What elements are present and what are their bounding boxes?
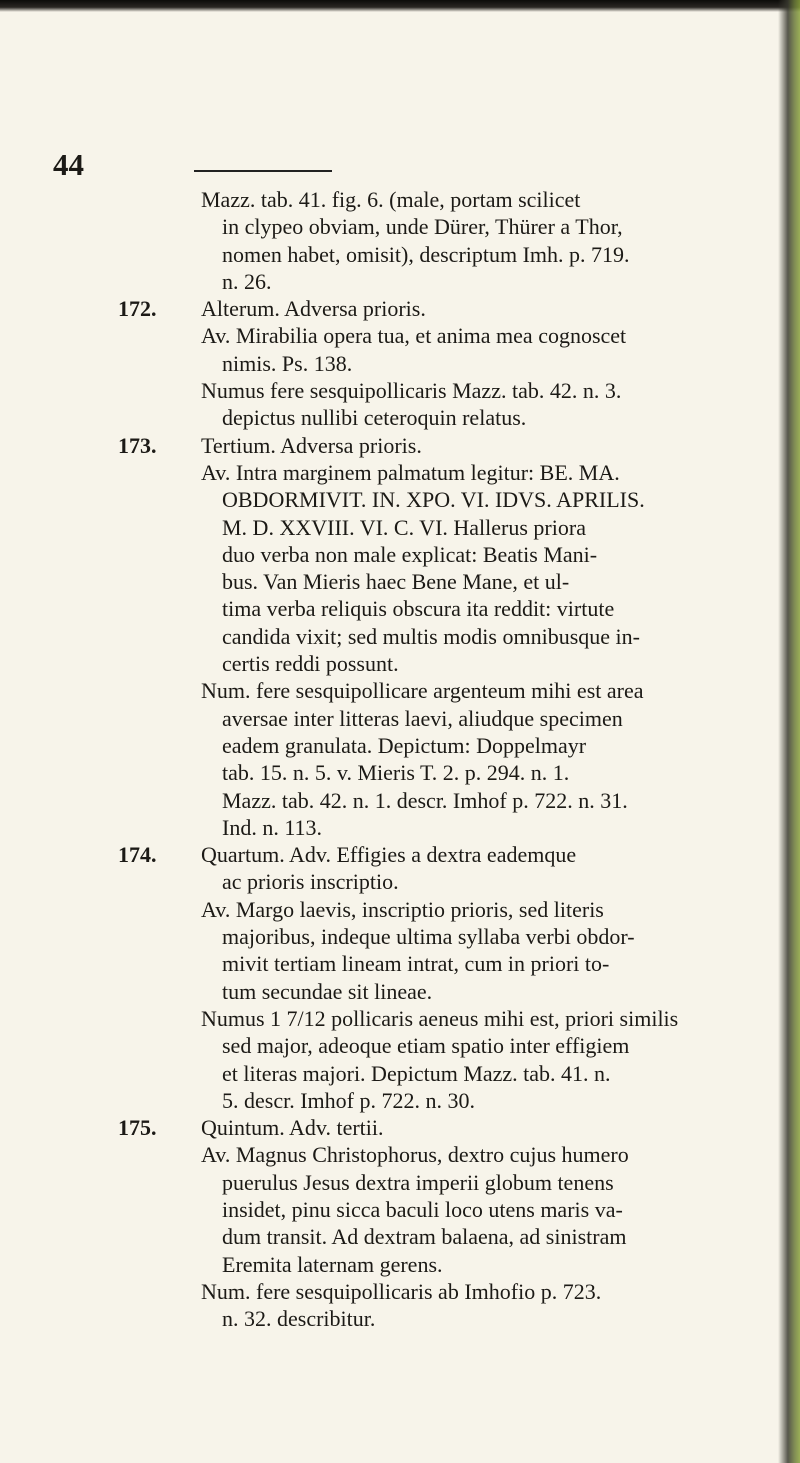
text-line: tab. 15. n. 5. v. Mieris T. 2. p. 294. n. 1. [222, 760, 570, 786]
text-line: tima verba reliquis obscura ita reddit: virtute [222, 596, 615, 622]
entry-number: 174. [118, 842, 157, 868]
text-line: nomen habet, omisit), descriptum Imh. p. 719. [222, 241, 630, 267]
entry-heading: Quartum. Adv. Effigies a dextra eademque [201, 842, 577, 868]
entry-heading-line [54, 841, 766, 868]
text-line: in clypeo obviam, unde Dürer, Thürer a Thor, [222, 214, 623, 240]
text-line: Av. Intra marginem palmatum legitur: BE. MA. [201, 459, 620, 485]
entry-heading-line [54, 1114, 766, 1141]
text-line: tum secundae sit lineae. [222, 978, 433, 1004]
text-line: puerulus Jesus dextra imperii globum tenens [222, 1169, 614, 1195]
text-line: duo verba non male explicat: Beatis Mani- [222, 541, 598, 567]
text-line: Mazz. tab. 41. fig. 6. (male, portam scilicet [201, 187, 581, 212]
text-line: 5. descr. Imhof p. 722. n. 30. [222, 1087, 475, 1113]
text-line: nimis. Ps. 138. [222, 350, 353, 376]
text-line: ac prioris inscriptio. [222, 869, 399, 895]
text-line: bus. Van Mieris haec Bene Mane, et ul- [222, 569, 570, 595]
entry-number: 172. [118, 296, 157, 322]
text-line: certis reddi possunt. [222, 651, 399, 677]
text-line: et literas majori. Depictum Mazz. tab. 41. n. [222, 1060, 611, 1086]
text-line: M. D. XXVIII. VI. C. VI. Hallerus priora [222, 514, 586, 540]
text-line: Num. fere sesquipollicaris ab Imhofio p. 723. [201, 1278, 602, 1304]
text-line: Ind. n. 113. [222, 814, 323, 840]
text-line: Av. Mirabilia opera tua, et anima mea cognoscet [201, 323, 627, 349]
header-rule [194, 170, 332, 172]
text-line: OBDORMIVIT. IN. XPO. VI. IDVS. APRILIS. [222, 487, 645, 513]
entry-heading-line [54, 295, 766, 322]
entry-heading: Tertium. Adversa prioris. [201, 432, 422, 458]
text-line: dum transit. Ad dextram balaena, ad sinistram [222, 1224, 627, 1250]
text-line: majoribus, indeque ultima syllaba verbi obdor- [222, 924, 635, 950]
entry-heading: Quintum. Adv. tertii. [201, 1115, 384, 1141]
entry-number: 173. [118, 432, 157, 458]
entry-number: 175. [118, 1115, 157, 1141]
text-line: sed major, adeoque etiam spatio inter effigiem [222, 1033, 630, 1059]
text-line: aversae inter litteras laevi, aliudque specimen [222, 705, 623, 731]
text-line: candida vixit; sed multis modis omnibusque in- [222, 623, 640, 649]
text-line: Numus fere sesquipollicaris Mazz. tab. 42. n. 3. [201, 378, 622, 404]
text-line: Numus 1 7/12 pollicaris aeneus mihi est, priori similis [201, 1005, 679, 1031]
text-line: Num. fere sesquipollicare argenteum mihi est area [201, 678, 644, 704]
page-top-edge [0, 0, 800, 12]
page-number: 44 [53, 147, 84, 182]
text-line: n. 26. [222, 268, 272, 294]
text-line: mivit tertiam lineam intrat, cum in priori to- [222, 951, 610, 977]
text-line: eadem granulata. Depictum: Doppelmayr [222, 732, 587, 758]
entry-heading-line [54, 432, 766, 459]
text-line: depictus nullibi ceteroquin relatus. [222, 405, 527, 431]
text-line: Av. Magnus Christophorus, dextro cujus humero [201, 1142, 629, 1168]
page-text [54, 186, 766, 1332]
page-binding-edge [778, 0, 800, 1463]
text-line: n. 32. describitur. [222, 1306, 376, 1332]
text-line: Av. Margo laevis, inscriptio prioris, sed literis [201, 896, 604, 922]
text-line: Mazz. tab. 42. n. 1. descr. Imhof p. 722. n. 31. [222, 787, 628, 813]
text-line: insidet, pinu sicca baculi loco utens maris va- [222, 1196, 623, 1222]
entry-heading: Alterum. Adversa prioris. [201, 296, 426, 322]
text-line: Eremita laternam gerens. [222, 1251, 443, 1277]
